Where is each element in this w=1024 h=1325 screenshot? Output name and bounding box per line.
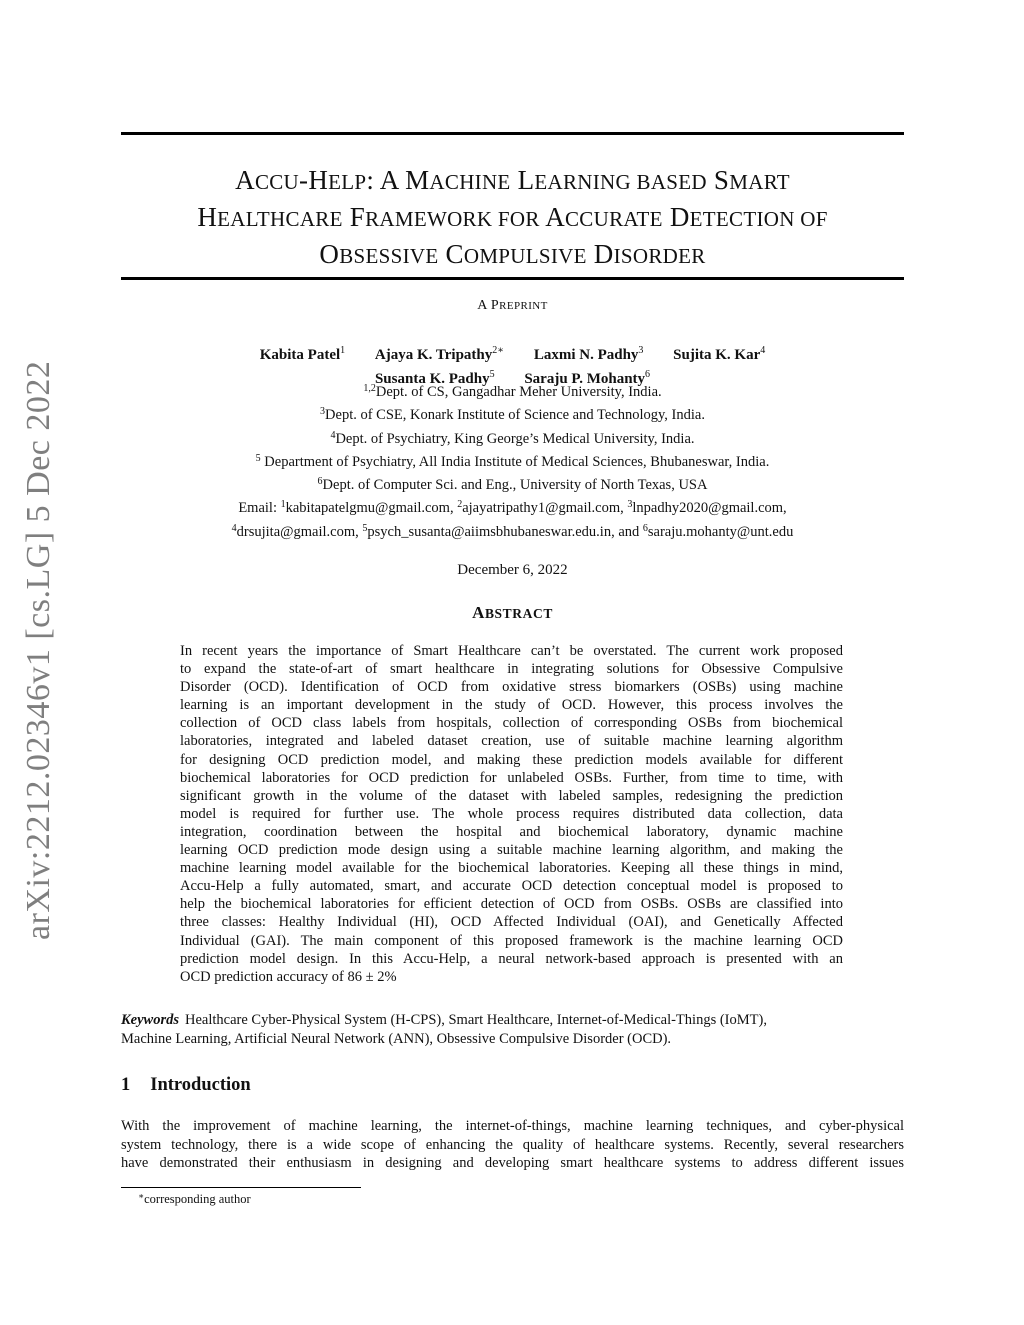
author: Ajaya K. Tripathy$^{2∗}$ <box>374 345 505 363</box>
keywords-label: Keywords <box>121 1012 179 1028</box>
abstract-line: model is required for further use. The whole process requires distributed data collection, data <box>180 805 843 822</box>
abstract-line: Disorder (OCD). Identification of OCD from oxidative stress biomarkers (OSBs) using machine <box>180 679 843 696</box>
affiliation: $^6$Dept. of Computer Sci. and Eng., University of North Texas, USA <box>317 476 708 494</box>
section-title: Introduction <box>150 1075 251 1095</box>
email-link[interactable]: drsujita@gmail.com, <box>236 523 363 540</box>
abstract-line: biochemical laboratories for OCD prediction for unlabeled OSBs. Further, from time to time, with <box>180 769 843 786</box>
abstract-line: prediction model design. In this Accu-Help, a neural network-based approach is presented with an <box>180 950 843 967</box>
abstract-line: learning OCD prediction mode design using a suitable machine learning algorithm, and making the <box>180 842 843 859</box>
abstract-line: OCD prediction accuracy of 86 ± 2% <box>180 968 397 985</box>
intro-line: With the improvement of machine learning, the internet-of-things, machine learning techniques, and cyber-physical <box>121 1118 904 1134</box>
section-heading <box>121 1075 251 1096</box>
affiliation-list <box>121 379 904 542</box>
abstract-line: machine learning model available for the biochemical laboratories. Keeping all these things in mind, <box>180 860 843 877</box>
email-link[interactable]: lnpadhy2020@gmail.com, <box>632 500 787 517</box>
author: Saraju P. Mohanty$^6$ <box>524 369 651 387</box>
affiliation: $^{1,2}$Dept. of CS, Gangadhar Meher University, India. <box>363 383 662 400</box>
abstract-line: laboratories, integrated and labeled dataset creation, use of suitable machine learning algorithm <box>180 733 843 750</box>
abstract-line: three classes: Healthy Individual (HI), OCD Affected Individual (OAI), and Genetically Affected <box>180 914 843 931</box>
preprint-label: A PREPRINT <box>477 298 548 313</box>
abstract-line: In recent years the importance of Smart Healthcare can’t be overstated. The current work proposed <box>180 643 843 659</box>
email-link[interactable]: psych_susanta@aiimsbhubaneswar.edu.in, and <box>367 523 643 540</box>
arxiv-identifier: arXiv:2212.02346v1 [cs.LG] 5 Dec 2022 <box>20 360 57 940</box>
title-line: ACCU-HELP: A MACHINE LEARNING BASED SMART <box>235 165 790 195</box>
abstract-line: integration, coordination between the hospital and biochemical laboratory, dynamic machine <box>180 823 843 840</box>
abstract-body <box>180 642 843 986</box>
section-number: 1 <box>121 1075 131 1095</box>
intro-line: have demonstrated their enthusiasm in designing and developing smart healthcare systems to address different issues <box>121 1155 904 1172</box>
affiliation: $^3$Dept. of CSE, Konark Institute of Science and Technology, India. <box>320 406 705 424</box>
title-line: OBSESSIVE COMPULSIVE DISORDER <box>319 239 706 269</box>
title-rule-top <box>121 132 904 135</box>
abstract-line: Accu-Help a fully automated, smart, and accurate OCD detection conceptual model is proposed to <box>180 878 843 895</box>
abstract-line: collection of OCD class labels from hospitals, collection of corresponding OSBs from biochemical <box>180 715 843 732</box>
email-link[interactable]: ajayatripathy1@gmail.com, <box>462 500 628 517</box>
abstract-heading: ABSTRACT <box>472 603 553 622</box>
intro-line: system technology, there is a wide scope of enhancing the quality of healthcare systems. Recently, several researchers <box>121 1136 904 1153</box>
abstract-line: for designing OCD prediction model, and making these prediction models available for different <box>180 751 843 768</box>
author: Laxmi N. Padhy$^3$ <box>533 345 644 363</box>
email-link[interactable]: saraju.mohanty@unt.edu <box>647 523 794 540</box>
affiliation: $^5$ Department of Psychiatry, All India Institute of Medical Sciences, Bhubaneswar, India. <box>255 452 770 470</box>
keywords-text: Healthcare Cyber-Physical System (H-CPS), Smart Healthcare, Internet-of-Medical-Things (IoMT), <box>185 1012 767 1028</box>
keywords-text: Machine Learning, Artificial Neural Network (ANN), Obsessive Compulsive Disorder (OCD). <box>121 1030 672 1047</box>
author: Sujita K. Kar$^4$ <box>673 345 766 363</box>
email-line: $^4$drsujita@gmail.com, $^5$psych_susanta@aiimsbhubaneswar.edu.in, and $^6$saraju.mohanty@unt.edu <box>231 522 794 540</box>
publication-date: December 6, 2022 <box>457 562 568 578</box>
keywords <box>121 1011 904 1048</box>
title-rule-bottom <box>121 277 904 280</box>
paper-title <box>121 163 904 274</box>
abstract-line: to expand the state-of-art of smart healthcare in integrating solutions for Obsessive Compulsive <box>180 661 843 678</box>
abstract-line: Individual (GAI). The main component of this proposed framework is the machine learning OCD <box>180 932 843 949</box>
affiliation: $^4$Dept. of Psychiatry, King George’s Medical University, India. <box>330 429 695 447</box>
footnote-rule <box>121 1187 361 1188</box>
abstract-line: help the biochemical laboratories for efficient detection of OCD from OSBs. OSBs are classified into <box>180 896 843 913</box>
title-line: HEALTHCARE FRAMEWORK FOR ACCURATE DETECTION OF <box>197 202 828 232</box>
author: Susanta K. Padhy$^5$ <box>374 369 495 387</box>
email-line: Email: $^1$kabitapatelgmu@gmail.com, $^2$ajayatripathy1@gmail.com, $^3$lnpadhy2020@gmail.com, <box>238 499 787 517</box>
abstract-line: learning is an important development in the study of OCD. However, this process involves the <box>180 697 843 714</box>
intro-paragraph <box>121 1117 904 1173</box>
footnote: ∗corresponding author <box>138 1191 251 1206</box>
abstract-line: significant growth in the volume of the dataset with labeled samples, redesigning the prediction <box>180 787 843 804</box>
email-link[interactable]: kabitapatelgmu@gmail.com, <box>285 500 458 517</box>
author: Kabita Patel$^1$ <box>259 345 346 363</box>
